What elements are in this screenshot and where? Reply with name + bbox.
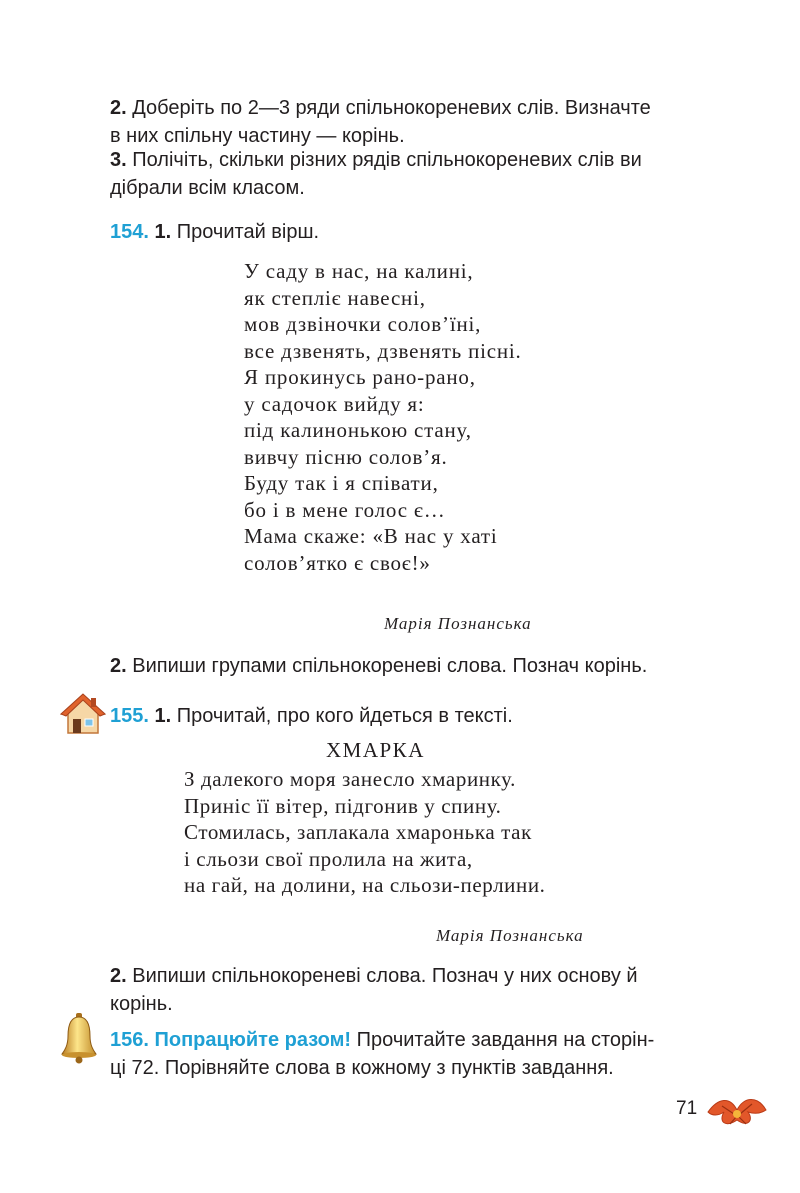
poem-line: у садочок вийду я: (244, 391, 425, 416)
item-number: 2. (110, 97, 127, 119)
step-text: Випиши спільнокореневі слова. Познач у них основу й (132, 965, 638, 987)
task-text: ці 72. Порівняйте слова в кожному з пунктів завдання. (110, 1057, 614, 1079)
leaf-ornament-icon (704, 1090, 770, 1134)
text-line: Стомилась, заплакала хмаронька так (184, 820, 532, 845)
exercise-number: 154. (110, 221, 149, 243)
text-line: Приніс її вітер, підгонив у спину. (184, 793, 502, 818)
task-item-2 (110, 94, 651, 150)
item-number: 3. (110, 149, 127, 171)
task-text: Доберіть по 2—3 ряди спільнокореневих слів. Визначте (132, 97, 651, 119)
exercise-154-heading (110, 218, 319, 246)
exercise-154-step-2 (110, 652, 647, 680)
poem-line: під калинонькою стану, (244, 418, 472, 442)
poem-154 (244, 258, 522, 576)
poem-line: все дзвенять, дзвенять пісні. (244, 338, 522, 363)
task-text: Полічіть, скільки різних рядів спільнокореневих слів ви (132, 149, 642, 171)
poem-line: мов дзвіночки солов’їні, (244, 312, 482, 336)
poem-line: У саду в нас, на калині, (244, 259, 474, 283)
exercise-number: 155. (110, 705, 149, 727)
text-line: і сльози свої пролила на жита, (184, 846, 473, 871)
step-text: Прочитай вірш. (176, 221, 320, 243)
exercise-155-step-2 (110, 962, 638, 1018)
step-text: корінь. (110, 993, 173, 1015)
text-155 (184, 766, 546, 899)
step-number: 1. (154, 705, 172, 727)
step-text: Випиши групами спільнокореневі слова. Познач корінь. (132, 655, 648, 677)
exercise-155-heading (110, 702, 513, 730)
step-number: 1. (154, 221, 172, 243)
house-icon (60, 692, 106, 736)
poem-line: Буду так і я співати, (244, 471, 439, 495)
task-text: в них спільну частину — корінь. (110, 125, 405, 147)
text-title: ХМАРКА (326, 738, 425, 762)
text-line: З далекого моря занесло хмаринку. (184, 767, 516, 791)
poem-line: вивчу пісню солов’я. (244, 444, 448, 469)
task-item-3 (110, 146, 642, 202)
task-text: дібрали всім класом. (110, 177, 305, 199)
text-author: Марія Познанська (436, 926, 584, 945)
poem-line: Я прокинусь рано-рано, (244, 365, 476, 389)
step-number: 2. (110, 655, 127, 677)
text-line: на гай, на долини, на сльози-перлини. (184, 873, 546, 898)
exercise-156 (110, 1026, 654, 1082)
step-number: 2. (110, 965, 127, 987)
task-text: Прочитайте завдання на сторін- (356, 1029, 655, 1051)
poem-line: бо і в мене голос є… (244, 497, 446, 522)
page-number: 71 (676, 1098, 698, 1119)
poem-author: Марія Познанська (384, 614, 532, 633)
poem-line: солов’ятко є своє!» (244, 550, 431, 575)
poem-line: Мама скаже: «В нас у хаті (244, 524, 498, 548)
poem-line: як степліє навесні, (244, 285, 426, 310)
step-text: Прочитай, про кого йдеться в тексті. (176, 705, 513, 727)
bell-icon (60, 1012, 98, 1064)
exercise-number: 156. Попрацюйте разом! (110, 1029, 352, 1051)
